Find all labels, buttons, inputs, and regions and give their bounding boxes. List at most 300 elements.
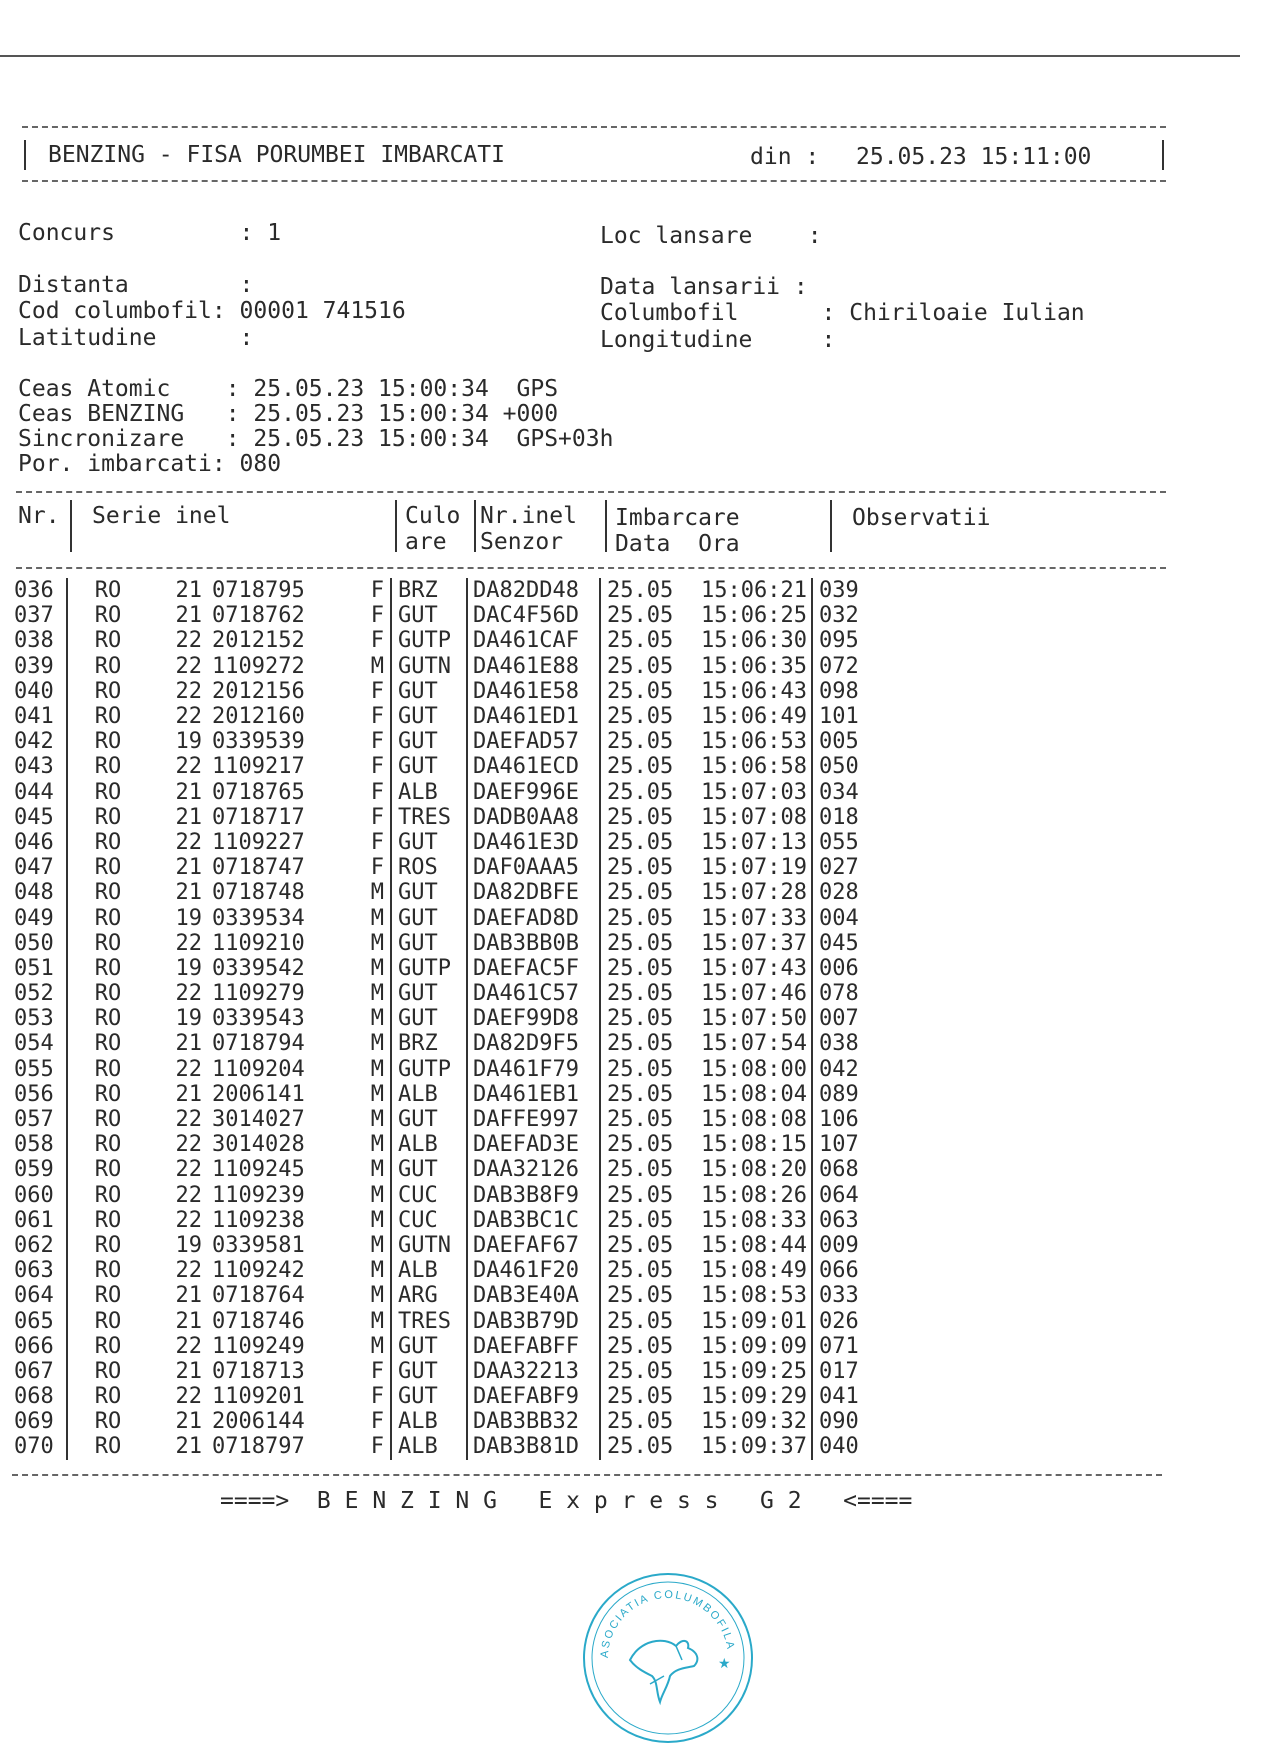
row-ring-number: 2006144 <box>212 1409 305 1435</box>
row-time: 15:07:46 <box>695 981 812 1006</box>
row-sensor: DA82DD48 <box>467 578 600 603</box>
row-date: 25.05 <box>607 905 674 931</box>
row-year: 22 <box>175 1182 202 1208</box>
longitudine-field: Longitudine : <box>600 327 836 353</box>
col-divider <box>395 500 397 552</box>
row-ring-number: 0718747 <box>212 855 305 881</box>
row-sensor: DAC4F56D <box>467 603 600 628</box>
row-color: TRES <box>391 805 467 830</box>
row-date: 25.05 <box>607 1434 674 1460</box>
table-row <box>14 805 899 830</box>
row-sex: F <box>324 855 391 880</box>
row-color: GUT <box>391 1359 467 1384</box>
row-observation: 066 <box>819 1258 859 1284</box>
row-year: 22 <box>175 704 202 730</box>
row-sensor: DA461ED1 <box>467 704 600 729</box>
row-sensor: DAA32213 <box>467 1359 600 1384</box>
row-observation: 032 <box>819 603 859 629</box>
row-observation: 041 <box>819 1384 859 1410</box>
row-sensor: DAEFAD8D <box>467 905 600 930</box>
row-year: 19 <box>175 955 202 981</box>
row-time: 15:06:49 <box>695 704 812 729</box>
row-year: 21 <box>175 1434 202 1460</box>
row-nr: 064 <box>14 1283 67 1308</box>
row-date: 25.05 <box>607 955 674 981</box>
row-time: 15:06:53 <box>695 729 812 754</box>
table-row <box>14 1334 899 1359</box>
row-nr: 039 <box>14 654 67 679</box>
row-observation: 007 <box>819 1006 859 1032</box>
row-time: 15:06:21 <box>695 578 812 603</box>
row-year: 22 <box>175 678 202 704</box>
row-date: 25.05 <box>607 1031 674 1057</box>
row-year: 19 <box>175 1232 202 1258</box>
table-row <box>14 1409 899 1434</box>
table-row <box>14 1258 899 1283</box>
row-year: 22 <box>175 1384 202 1410</box>
row-country: RO <box>94 1232 122 1258</box>
row-time: 15:07:08 <box>695 805 812 830</box>
row-sex: M <box>324 1334 391 1359</box>
table-row <box>14 830 899 855</box>
row-country: RO <box>94 1308 122 1334</box>
row-sex: F <box>324 780 391 805</box>
row-observation: 107 <box>819 1132 859 1158</box>
row-ring-number: 3014028 <box>212 1132 305 1158</box>
row-sensor: DAEFAF67 <box>467 1233 600 1258</box>
row-sensor: DAB3B81D <box>467 1434 600 1459</box>
row-date: 25.05 <box>607 1409 674 1435</box>
row-sensor: DAA32126 <box>467 1157 600 1182</box>
row-sensor: DAB3BB32 <box>467 1409 600 1434</box>
row-time: 15:09:32 <box>695 1409 812 1434</box>
row-color: TRES <box>391 1308 467 1333</box>
row-sensor: DAEFAC5F <box>467 956 600 981</box>
row-year: 19 <box>175 729 202 755</box>
row-date: 25.05 <box>607 1081 674 1107</box>
col-divider <box>605 500 607 552</box>
row-country: RO <box>94 1006 122 1032</box>
row-ring-number: 1109238 <box>212 1207 305 1233</box>
row-ring-number: 1109242 <box>212 1258 305 1284</box>
row-year: 21 <box>175 1358 202 1384</box>
row-year: 19 <box>175 905 202 931</box>
title-bottom-rule <box>22 180 1166 182</box>
row-color: ALB <box>391 780 467 805</box>
row-country: RO <box>94 754 122 780</box>
row-ring-number: 0339542 <box>212 955 305 981</box>
row-country: RO <box>94 628 122 654</box>
table-row <box>14 1283 899 1308</box>
row-ring-number: 1109227 <box>212 829 305 855</box>
row-nr: 058 <box>14 1132 67 1157</box>
table-row <box>14 1183 899 1208</box>
table-row <box>14 1208 899 1233</box>
row-observation: 009 <box>819 1232 859 1258</box>
row-year: 21 <box>175 1031 202 1057</box>
row-ring-number: 0718746 <box>212 1308 305 1334</box>
table-row <box>14 905 899 930</box>
row-nr: 068 <box>14 1384 67 1409</box>
row-sensor: DAB3B79D <box>467 1308 600 1333</box>
row-nr: 038 <box>14 628 67 653</box>
row-country: RO <box>94 1132 122 1158</box>
row-sex: M <box>324 654 391 679</box>
page-top-rule <box>0 55 1240 57</box>
row-sex: M <box>324 905 391 930</box>
col-header-senzor: Senzor <box>480 529 564 555</box>
row-year: 21 <box>175 1308 202 1334</box>
row-sex: F <box>324 679 391 704</box>
row-sex: F <box>324 729 391 754</box>
row-country: RO <box>94 1056 122 1082</box>
row-year: 21 <box>175 880 202 906</box>
row-color: GUTP <box>391 1057 467 1082</box>
table-row <box>14 704 899 729</box>
row-date: 25.05 <box>607 729 674 755</box>
row-observation: 040 <box>819 1434 859 1460</box>
table-row <box>14 1006 899 1031</box>
row-color: GUTN <box>391 654 467 679</box>
table-row <box>14 956 899 981</box>
row-color: GUT <box>391 729 467 754</box>
row-date: 25.05 <box>607 829 674 855</box>
table-header-bottom-rule <box>16 567 1166 569</box>
row-ring-number: 3014027 <box>212 1107 305 1133</box>
row-ring-number: 0339543 <box>212 1006 305 1032</box>
row-sensor: DAEF99D8 <box>467 1006 600 1031</box>
row-sensor: DA461C57 <box>467 981 600 1006</box>
row-country: RO <box>94 1107 122 1133</box>
row-sex: M <box>324 1157 391 1182</box>
row-observation: 089 <box>819 1081 859 1107</box>
row-color: GUTP <box>391 956 467 981</box>
row-time: 15:09:37 <box>695 1434 812 1459</box>
row-sex: F <box>324 628 391 653</box>
row-year: 22 <box>175 1333 202 1359</box>
row-nr: 061 <box>14 1208 67 1233</box>
distanta-field: Distanta : <box>18 272 254 298</box>
row-sex: F <box>324 603 391 628</box>
table-row <box>14 931 899 956</box>
row-date: 25.05 <box>607 678 674 704</box>
row-observation: 050 <box>819 754 859 780</box>
row-color: ALB <box>391 1434 467 1459</box>
row-sensor: DA461ECD <box>467 754 600 779</box>
row-nr: 062 <box>14 1233 67 1258</box>
row-date: 25.05 <box>607 1207 674 1233</box>
row-sensor: DA82D9F5 <box>467 1031 600 1056</box>
row-ring-number: 0718794 <box>212 1031 305 1057</box>
row-nr: 046 <box>14 830 67 855</box>
table-row <box>14 1082 899 1107</box>
row-time: 15:08:08 <box>695 1107 812 1132</box>
association-stamp <box>578 1568 758 1748</box>
col-header-culoare: Culo <box>405 503 461 529</box>
row-nr: 040 <box>14 679 67 704</box>
row-time: 15:08:26 <box>695 1183 812 1208</box>
col-header-data-ora: Data Ora <box>615 531 740 557</box>
row-date: 25.05 <box>607 804 674 830</box>
col-divider <box>830 500 832 552</box>
row-date: 25.05 <box>607 1132 674 1158</box>
row-sex: F <box>324 1434 391 1459</box>
row-sensor: DAEF996E <box>467 780 600 805</box>
row-observation: 055 <box>819 829 859 855</box>
row-observation: 098 <box>819 678 859 704</box>
row-date: 25.05 <box>607 880 674 906</box>
row-sensor: DA461F79 <box>467 1057 600 1082</box>
row-sex: M <box>324 1132 391 1157</box>
row-date: 25.05 <box>607 1258 674 1284</box>
row-year: 22 <box>175 1157 202 1183</box>
row-ring-number: 0339534 <box>212 905 305 931</box>
row-ring-number: 0718797 <box>212 1434 305 1460</box>
row-time: 15:07:43 <box>695 956 812 981</box>
row-ring-number: 1109204 <box>212 1056 305 1082</box>
row-ring-number: 1109239 <box>212 1182 305 1208</box>
row-time: 15:06:58 <box>695 754 812 779</box>
row-observation: 063 <box>819 1207 859 1233</box>
row-sensor: DAF0AAA5 <box>467 855 600 880</box>
row-nr: 037 <box>14 603 67 628</box>
row-ring-number: 0718762 <box>212 603 305 629</box>
cod-columbofil-field: Cod columbofil: 00001 741516 <box>18 298 406 324</box>
row-country: RO <box>94 729 122 755</box>
row-color: GUT <box>391 1107 467 1132</box>
col-divider <box>70 500 72 552</box>
row-color: GUT <box>391 931 467 956</box>
row-observation: 064 <box>819 1182 859 1208</box>
title-top-rule <box>22 126 1166 128</box>
row-sex: M <box>324 1183 391 1208</box>
row-sensor: DADB0AA8 <box>467 805 600 830</box>
row-nr: 036 <box>14 578 67 603</box>
table-row <box>14 1384 899 1409</box>
row-country: RO <box>94 1182 122 1208</box>
table-row <box>14 1359 899 1384</box>
row-color: ALB <box>391 1409 467 1434</box>
row-ring-number: 1109210 <box>212 930 305 956</box>
row-date: 25.05 <box>607 930 674 956</box>
row-sex: F <box>324 754 391 779</box>
row-time: 15:08:33 <box>695 1208 812 1233</box>
row-color: ARG <box>391 1283 467 1308</box>
col-header-serie: Serie inel <box>92 503 231 529</box>
row-color: GUT <box>391 1157 467 1182</box>
table-row <box>14 603 899 628</box>
row-time: 15:06:35 <box>695 654 812 679</box>
table-row <box>14 855 899 880</box>
row-time: 15:07:50 <box>695 1006 812 1031</box>
data-lansarii-field: Data lansarii : <box>600 274 808 300</box>
row-date: 25.05 <box>607 578 674 604</box>
row-time: 15:07:54 <box>695 1031 812 1056</box>
row-time: 15:09:29 <box>695 1384 812 1409</box>
row-nr: 053 <box>14 1006 67 1031</box>
stamp-text: ASOCIATIA COLUMBOFILA <box>598 1588 737 1659</box>
row-ring-number: 0718764 <box>212 1283 305 1309</box>
row-date: 25.05 <box>607 754 674 780</box>
row-nr: 055 <box>14 1057 67 1082</box>
row-year: 21 <box>175 779 202 805</box>
row-time: 15:06:43 <box>695 679 812 704</box>
row-country: RO <box>94 1434 122 1460</box>
row-year: 22 <box>175 754 202 780</box>
row-color: GUT <box>391 905 467 930</box>
row-year: 22 <box>175 628 202 654</box>
row-time: 15:08:20 <box>695 1157 812 1182</box>
table-row <box>14 880 899 905</box>
row-sex: M <box>324 931 391 956</box>
row-nr: 049 <box>14 905 67 930</box>
row-sex: M <box>324 1031 391 1056</box>
row-year: 22 <box>175 1132 202 1158</box>
row-nr: 048 <box>14 880 67 905</box>
table-row <box>14 578 899 603</box>
row-year: 22 <box>175 829 202 855</box>
row-sex: M <box>324 956 391 981</box>
row-nr: 044 <box>14 780 67 805</box>
row-sex: F <box>324 1409 391 1434</box>
row-ring-number: 1109217 <box>212 754 305 780</box>
row-nr: 042 <box>14 729 67 754</box>
row-country: RO <box>94 1207 122 1233</box>
table-row <box>14 679 899 704</box>
row-country: RO <box>94 804 122 830</box>
row-nr: 065 <box>14 1308 67 1333</box>
table-row <box>14 1107 899 1132</box>
row-sex: F <box>324 1384 391 1409</box>
row-ring-number: 2012152 <box>212 628 305 654</box>
row-country: RO <box>94 1384 122 1410</box>
row-year: 22 <box>175 981 202 1007</box>
row-color: ALB <box>391 1132 467 1157</box>
report-date-label: din : <box>750 144 820 170</box>
row-date: 25.05 <box>607 603 674 629</box>
row-color: CUC <box>391 1183 467 1208</box>
row-sex: M <box>324 1006 391 1031</box>
row-nr: 041 <box>14 704 67 729</box>
row-sex: M <box>324 1057 391 1082</box>
row-year: 22 <box>175 1258 202 1284</box>
col-header-imbarcare: Imbarcare <box>615 505 740 531</box>
pigeon-stamp-icon <box>630 1641 697 1702</box>
row-date: 25.05 <box>607 1384 674 1410</box>
row-time: 15:08:44 <box>695 1233 812 1258</box>
row-sensor: DA82DBFE <box>467 880 600 905</box>
row-observation: 018 <box>819 804 859 830</box>
report-date-value: 25.05.23 15:11:00 <box>856 144 1092 170</box>
row-time: 15:07:28 <box>695 880 812 905</box>
row-time: 15:07:03 <box>695 780 812 805</box>
table-bottom-rule <box>12 1474 1162 1476</box>
row-date: 25.05 <box>607 855 674 881</box>
row-time: 15:06:25 <box>695 603 812 628</box>
row-observation: 026 <box>819 1308 859 1334</box>
row-nr: 059 <box>14 1157 67 1182</box>
row-nr: 051 <box>14 956 67 981</box>
row-ring-number: 1109272 <box>212 653 305 679</box>
row-date: 25.05 <box>607 1056 674 1082</box>
row-year: 21 <box>175 1283 202 1309</box>
row-country: RO <box>94 981 122 1007</box>
row-ring-number: 0718795 <box>212 578 305 604</box>
row-observation: 101 <box>819 704 859 730</box>
row-sensor: DA461E3D <box>467 830 600 855</box>
row-date: 25.05 <box>607 704 674 730</box>
imbarcati-field: Por. imbarcati: 080 <box>18 451 282 477</box>
row-sex: F <box>324 830 391 855</box>
table-row <box>14 1132 899 1157</box>
row-ring-number: 2012160 <box>212 704 305 730</box>
col-header-nrinel: Nr.inel <box>480 503 577 529</box>
row-date: 25.05 <box>607 1358 674 1384</box>
row-nr: 045 <box>14 805 67 830</box>
row-sex: M <box>324 1208 391 1233</box>
row-observation: 090 <box>819 1409 859 1435</box>
row-ring-number: 0718765 <box>212 779 305 805</box>
row-date: 25.05 <box>607 779 674 805</box>
row-date: 25.05 <box>607 1283 674 1309</box>
row-sex: M <box>324 1283 391 1308</box>
row-nr: 069 <box>14 1409 67 1434</box>
row-time: 15:07:33 <box>695 905 812 930</box>
row-country: RO <box>94 955 122 981</box>
row-observation: 028 <box>819 880 859 906</box>
row-sensor: DAFFE997 <box>467 1107 600 1132</box>
row-sex: M <box>324 1308 391 1333</box>
table-row <box>14 981 899 1006</box>
row-sensor: DA461E58 <box>467 679 600 704</box>
row-color: GUTP <box>391 628 467 653</box>
row-color: GUT <box>391 1006 467 1031</box>
row-sex: F <box>324 805 391 830</box>
row-date: 25.05 <box>607 1232 674 1258</box>
report-title: BENZING - FISA PORUMBEI IMBARCATI <box>48 142 505 168</box>
row-country: RO <box>94 855 122 881</box>
row-color: BRZ <box>391 578 467 603</box>
row-sex: M <box>324 1082 391 1107</box>
row-year: 22 <box>175 653 202 679</box>
table-row <box>14 628 899 653</box>
row-nr: 060 <box>14 1183 67 1208</box>
row-nr: 066 <box>14 1334 67 1359</box>
table-row <box>14 1031 899 1056</box>
row-date: 25.05 <box>607 1006 674 1032</box>
row-ring-number: 0339539 <box>212 729 305 755</box>
row-color: GUT <box>391 1384 467 1409</box>
row-date: 25.05 <box>607 653 674 679</box>
svg-text:★: ★ <box>718 1655 731 1671</box>
row-color: GUT <box>391 830 467 855</box>
row-sex: M <box>324 1258 391 1283</box>
row-sex: M <box>324 880 391 905</box>
row-ring-number: 2006141 <box>212 1081 305 1107</box>
row-time: 15:07:19 <box>695 855 812 880</box>
row-year: 22 <box>175 1107 202 1133</box>
row-sex: F <box>324 704 391 729</box>
columbofil-field: Columbofil : Chiriloaie Iulian <box>600 300 1085 326</box>
row-year: 21 <box>175 804 202 830</box>
row-sensor: DAB3B8F9 <box>467 1183 600 1208</box>
row-nr: 054 <box>14 1031 67 1056</box>
row-year: 21 <box>175 603 202 629</box>
row-observation: 005 <box>819 729 859 755</box>
row-year: 19 <box>175 1006 202 1032</box>
title-right-bar <box>1162 140 1164 170</box>
row-country: RO <box>94 829 122 855</box>
